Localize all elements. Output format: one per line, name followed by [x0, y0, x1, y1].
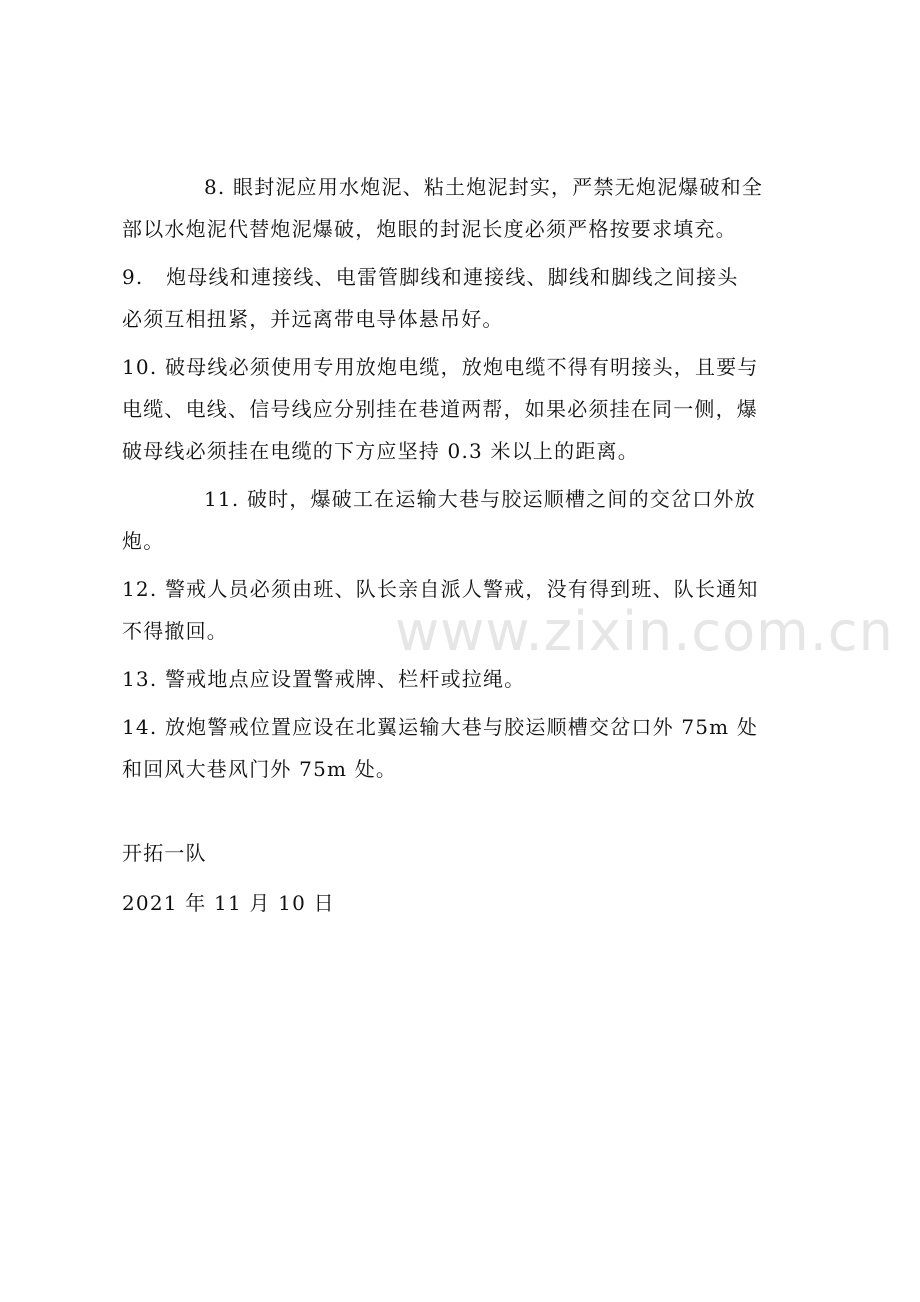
- team-name: 开拓一队: [122, 841, 207, 865]
- item-13-line-1: 13. 警戒地点应设置警戒牌、栏杆或拉绳。: [122, 667, 526, 691]
- document-body: [122, 166, 822, 928]
- item-10-line-1: 10. 破母线必须使用专用放炮电缆，放炮电缆不得有明接头，且要与: [122, 355, 759, 379]
- item-8: [122, 166, 822, 250]
- item-11: [122, 478, 822, 562]
- item-10-line-3: 破母线必须挂在电缆的下方应坚持 0.3 米以上的距离。: [122, 439, 639, 463]
- item-12-line-2: 不得撤回。: [122, 619, 228, 643]
- item-11-line-1: 11. 破时，爆破工在运输大巷与胶运顺槽之间的交岔口外放: [204, 487, 756, 511]
- item-12-line-1: 12. 警戒人员必须由班、队长亲自派人警戒，没有得到班、队长通知: [122, 577, 759, 601]
- item-9-line-1: 9. 炮母线和連接线、电雷管脚线和連接线、脚线和脚线之间接头: [122, 265, 739, 289]
- item-11-line-2: 炮。: [122, 529, 165, 553]
- item-14: [122, 706, 822, 790]
- item-8-line-1: 8. 眼封泥应用水炮泥、粘土炮泥封实，严禁无炮泥爆破和全: [204, 175, 764, 199]
- document-date: 2021 年 11 月 10 日: [122, 891, 335, 915]
- item-9: [122, 256, 822, 340]
- item-10-line-2: 电缆、电线、信号线应分别挂在巷道两帮，如果必须挂在同一侧，爆: [122, 397, 758, 421]
- watermark-text: www.zixin.com.cn: [395, 600, 894, 663]
- item-14-line-2: 和回风大巷风门外 75m 处。: [122, 757, 398, 781]
- item-12: [122, 568, 822, 652]
- item-8-line-2: 部以水炮泥代替炮泥爆破，炮眼的封泥长度必须严格按要求填充。: [122, 217, 737, 241]
- item-9-line-2: 必须互相扭紧，并远离带电导体悬吊好。: [122, 307, 504, 331]
- item-10: [122, 346, 822, 472]
- item-13: [122, 658, 822, 700]
- item-14-line-1: 14. 放炮警戒位置应设在北翼运输大巷与胶运顺槽交岔口外 75m 处: [122, 715, 759, 739]
- signature-block: [122, 828, 822, 928]
